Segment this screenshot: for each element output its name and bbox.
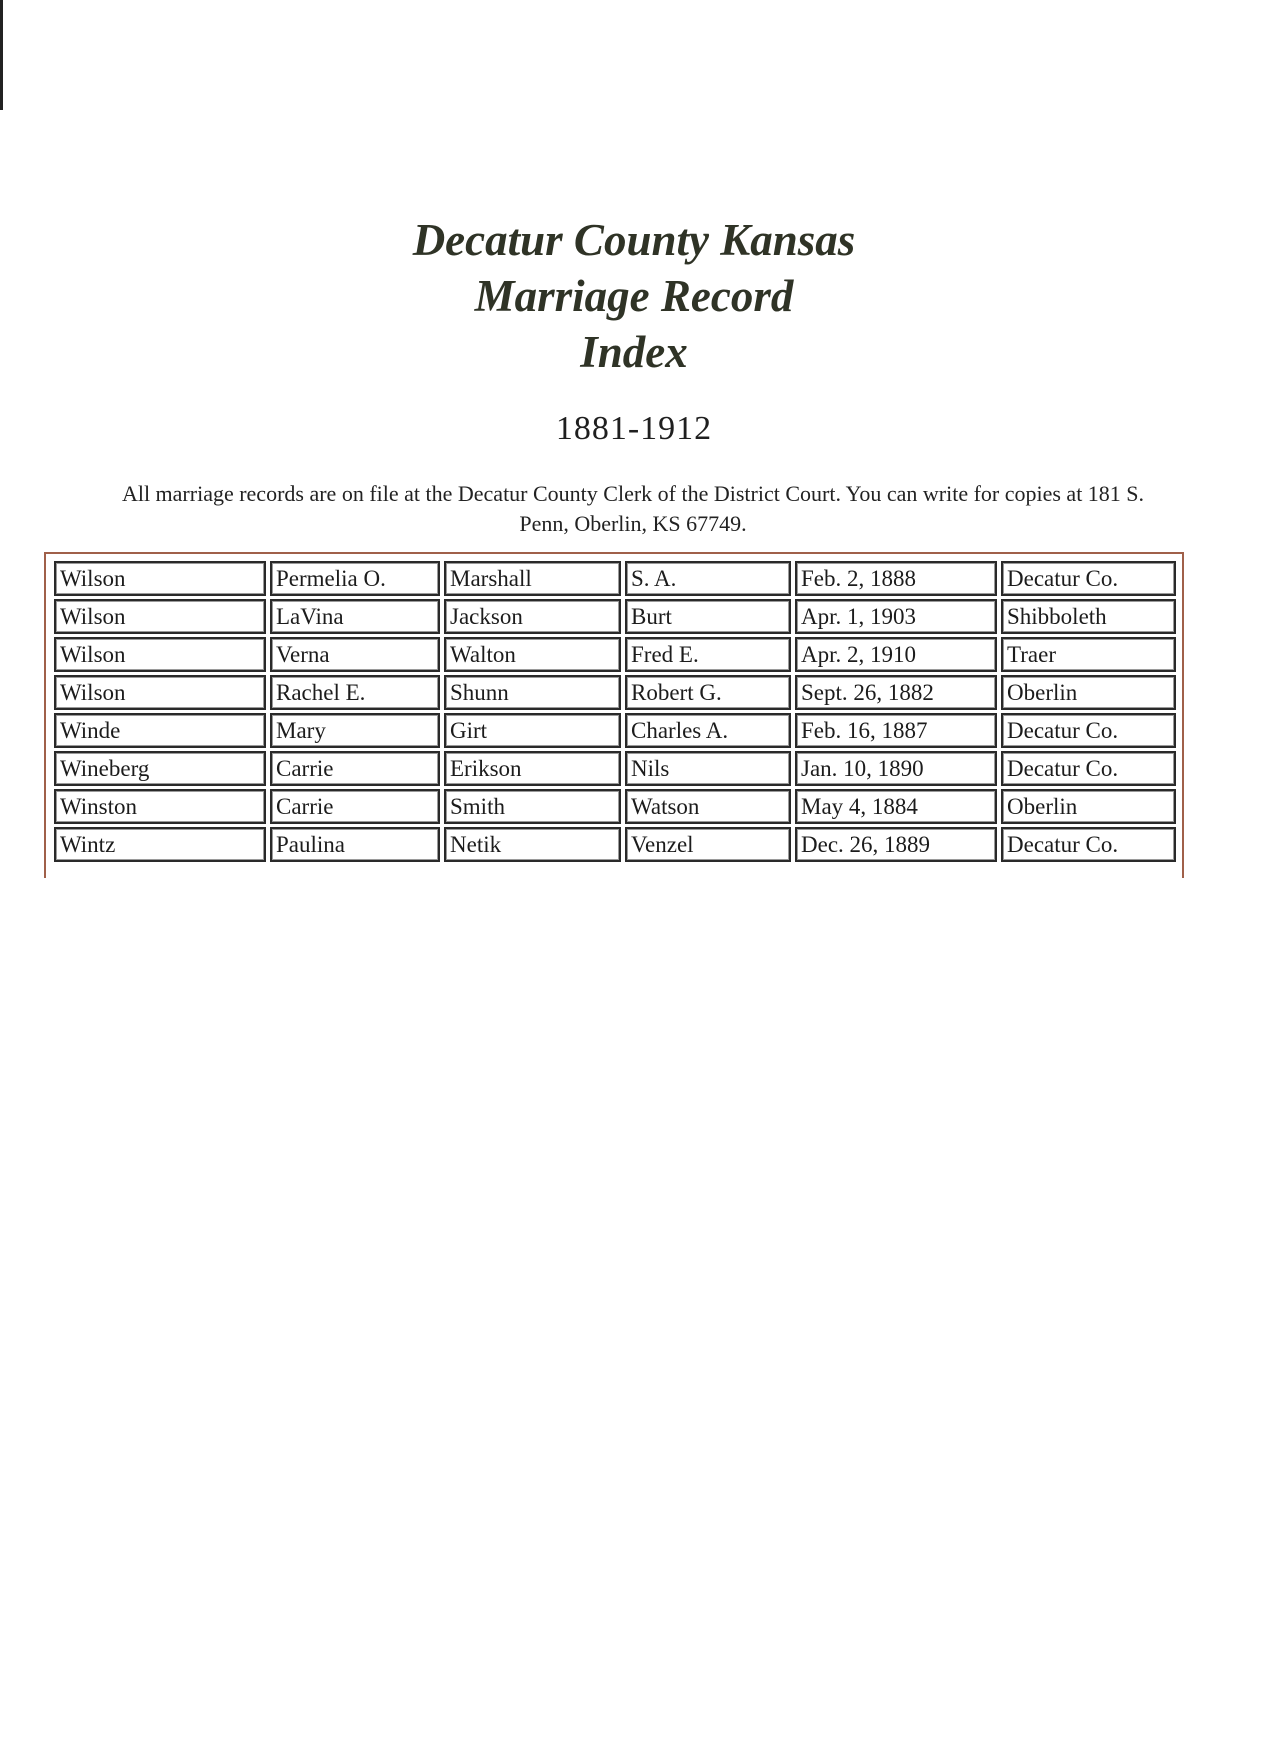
bride-given-cell: Paulina <box>270 827 440 862</box>
marriage-date-cell: Dec. 26, 1889 <box>795 827 997 862</box>
spouse-given-cell: Venzel <box>625 827 791 862</box>
records-notice: All marriage records are on file at the Decatur County Clerk of the District Court. You can write for copies at 181 S. Penn, Oberlin, KS 67749. <box>121 481 1145 536</box>
spouse-given-cell: Robert G. <box>625 675 791 710</box>
marriage-date-cell: Apr. 2, 1910 <box>795 637 997 672</box>
spouse-surname-cell: Marshall <box>444 561 621 596</box>
groom-surname-cell: Wintz <box>54 827 266 862</box>
spouse-given-cell: Charles A. <box>625 713 791 748</box>
bride-given-cell: Mary <box>270 713 440 748</box>
marriage-date-cell: May 4, 1884 <box>795 789 997 824</box>
groom-surname-cell: Wilson <box>54 599 266 634</box>
place-cell: Oberlin <box>1001 675 1176 710</box>
place-cell: Traer <box>1001 637 1176 672</box>
groom-surname-cell: Winde <box>54 713 266 748</box>
place-cell: Oberlin <box>1001 789 1176 824</box>
bride-given-cell: LaVina <box>270 599 440 634</box>
spouse-surname-cell: Smith <box>444 789 621 824</box>
bride-given-cell: Permelia O. <box>270 561 440 596</box>
table-row <box>54 827 1176 862</box>
groom-surname-cell: Wilson <box>54 637 266 672</box>
document-title <box>0 212 1268 380</box>
table-row <box>54 637 1176 672</box>
spouse-surname-cell: Girt <box>444 713 621 748</box>
place-cell: Shibboleth <box>1001 599 1176 634</box>
records-table <box>50 558 1180 865</box>
groom-surname-cell: Wilson <box>54 561 266 596</box>
title-line-record: Marriage Record <box>474 271 794 321</box>
bride-given-cell: Verna <box>270 637 440 672</box>
title-line-index: Index <box>580 327 688 377</box>
place-cell: Decatur Co. <box>1001 827 1176 862</box>
spouse-surname-cell: Walton <box>444 637 621 672</box>
spouse-given-cell: Nils <box>625 751 791 786</box>
place-cell: Decatur Co. <box>1001 561 1176 596</box>
spouse-given-cell: S. A. <box>625 561 791 596</box>
spouse-surname-cell: Netik <box>444 827 621 862</box>
marriage-date-cell: Feb. 2, 1888 <box>795 561 997 596</box>
groom-surname-cell: Wineberg <box>54 751 266 786</box>
groom-surname-cell: Wilson <box>54 675 266 710</box>
spouse-given-cell: Fred E. <box>625 637 791 672</box>
scan-edge-mark <box>0 0 3 110</box>
marriage-date-cell: Apr. 1, 1903 <box>795 599 997 634</box>
bride-given-cell: Carrie <box>270 751 440 786</box>
groom-surname-cell: Winston <box>54 789 266 824</box>
table-row <box>54 789 1176 824</box>
bride-given-cell: Carrie <box>270 789 440 824</box>
spouse-given-cell: Watson <box>625 789 791 824</box>
table-row <box>54 751 1176 786</box>
table-row <box>54 599 1176 634</box>
place-cell: Decatur Co. <box>1001 751 1176 786</box>
spouse-given-cell: Burt <box>625 599 791 634</box>
spouse-surname-cell: Jackson <box>444 599 621 634</box>
place-cell: Decatur Co. <box>1001 713 1176 748</box>
table-row <box>54 713 1176 748</box>
marriage-date-cell: Sept. 26, 1882 <box>795 675 997 710</box>
records-table-frame <box>44 552 1184 878</box>
bride-given-cell: Rachel E. <box>270 675 440 710</box>
year-range: 1881-1912 <box>555 410 713 447</box>
spouse-surname-cell: Erikson <box>444 751 621 786</box>
title-line-county: Decatur County Kansas <box>412 215 856 265</box>
table-row <box>54 561 1176 596</box>
marriage-date-cell: Feb. 16, 1887 <box>795 713 997 748</box>
table-row <box>54 675 1176 710</box>
marriage-date-cell: Jan. 10, 1890 <box>795 751 997 786</box>
spouse-surname-cell: Shunn <box>444 675 621 710</box>
